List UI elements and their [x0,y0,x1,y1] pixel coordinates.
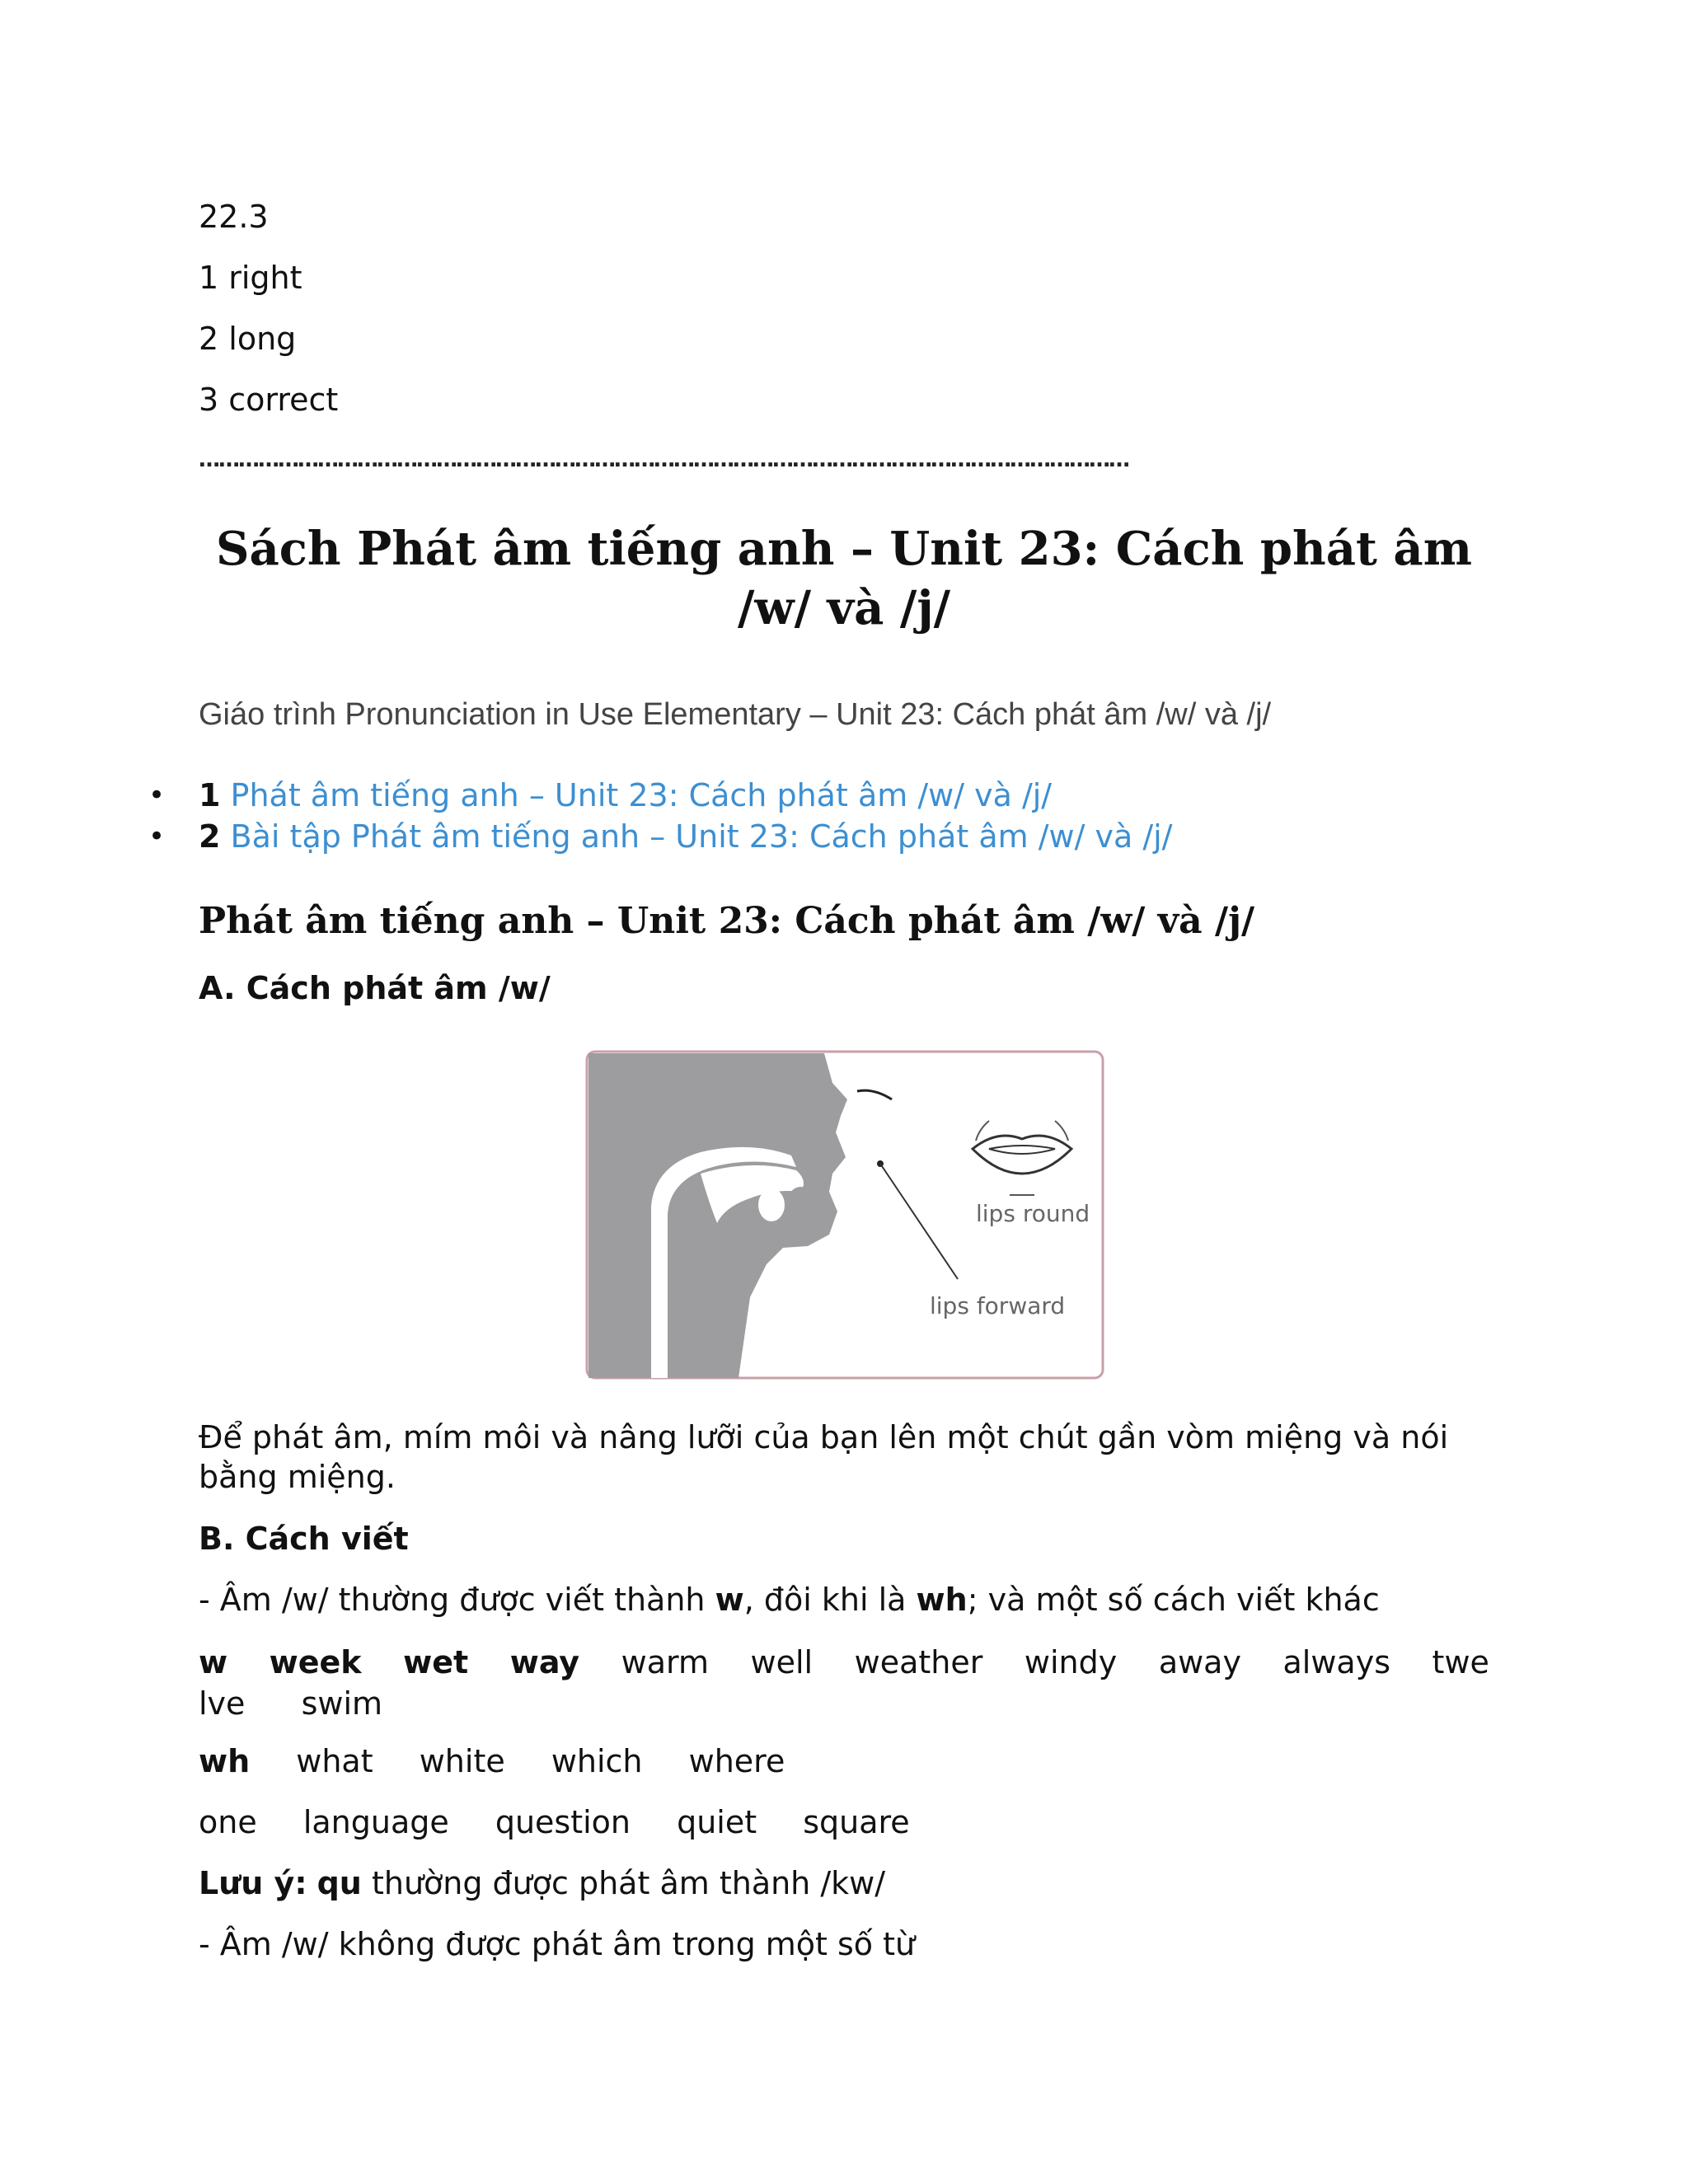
word-item: quiet [677,1804,757,1840]
rule-text: ; và một số cách viết khác [967,1582,1380,1618]
toc-link-1[interactable]: Phát âm tiếng anh – Unit 23: Cách phát âm /w/ và /j/ [230,777,1053,813]
rule-text: - Âm /w/ thường được viết thành [199,1582,715,1618]
section-heading: Phát âm tiếng anh – Unit 23: Cách phát âm /w/ và /j/ [199,900,1255,942]
word-item: which [551,1743,643,1779]
word-row-other [199,1803,946,1841]
word-item: away [1158,1644,1241,1680]
toc-item-1 [148,775,1172,816]
word-item: where [688,1743,785,1779]
spelling-rule-2: - Âm /w/ không được phát âm trong một số từ [199,1926,916,1962]
word-item: windy [1024,1644,1118,1680]
word-item: way [509,1644,580,1680]
page-subtitle: Giáo trình Pronunciation in Use Elementary – Unit 23: Cách phát âm /w/ và /j/ [199,697,1272,732]
table-of-contents [148,775,1172,857]
mouth-diagram-image [585,1050,1104,1380]
row-label-wh: wh [199,1743,251,1779]
word-item: white [419,1743,505,1779]
word-item: wet [403,1644,469,1680]
section-a-description: Để phát âm, mím môi và nâng lưỡi của bạn lên một chút gần vòm miệng và nói bằng miệng. [199,1419,1449,1495]
word-row-wh [199,1742,821,1780]
word-item: week [269,1644,362,1680]
toc-item-2 [148,816,1172,857]
answer-item-3: 3 correct [199,382,339,418]
dotted-divider: …………………………………………………………………………………………………………………………… [199,452,1128,468]
answer-heading: 22.3 [199,199,269,235]
toc-number: 2 [199,818,221,855]
rule-letter-wh: wh [916,1582,968,1618]
word-item: well [750,1644,814,1680]
word-item: what [296,1743,373,1779]
word-item: square [803,1804,910,1840]
rule-letter-w: w [715,1582,744,1618]
row-label-w: w [199,1644,228,1680]
section-a-heading: A. Cách phát âm /w/ [199,970,551,1006]
toc-link-2[interactable]: Bài tập Phát âm tiếng anh – Unit 23: Cách phát âm /w/ và /j/ [230,818,1173,855]
answer-item-1: 1 right [199,260,302,296]
note-line [199,1864,885,1902]
note-qu: qu [316,1865,362,1901]
spelling-rule-1 [199,1581,1380,1619]
word-item: swim [301,1685,383,1722]
word-item: question [495,1804,631,1840]
word-item: weather [854,1644,983,1680]
page-title: Sách Phát âm tiếng anh – Unit 23: Cách phát âm /w/ và /j/ [216,522,1472,635]
word-item: one [199,1804,257,1840]
answer-item-2: 2 long [199,321,297,357]
toc-number: 1 [199,777,221,813]
lips-round-label: lips round [976,1200,1090,1227]
word-item: warm [621,1644,709,1680]
word-item: always [1282,1644,1390,1680]
note-text: thường được phát âm thành /kw/ [361,1865,886,1901]
section-b-heading: B. Cách viết [199,1521,409,1557]
word-row-w [199,1642,1489,1722]
word-item: lve [199,1685,246,1722]
lips-forward-label: lips forward [930,1292,1066,1319]
word-item: twe [1432,1644,1489,1680]
word-item: language [302,1804,449,1840]
rule-text: , đôi khi là [743,1582,917,1618]
note-label: Lưu ý: [199,1865,307,1901]
